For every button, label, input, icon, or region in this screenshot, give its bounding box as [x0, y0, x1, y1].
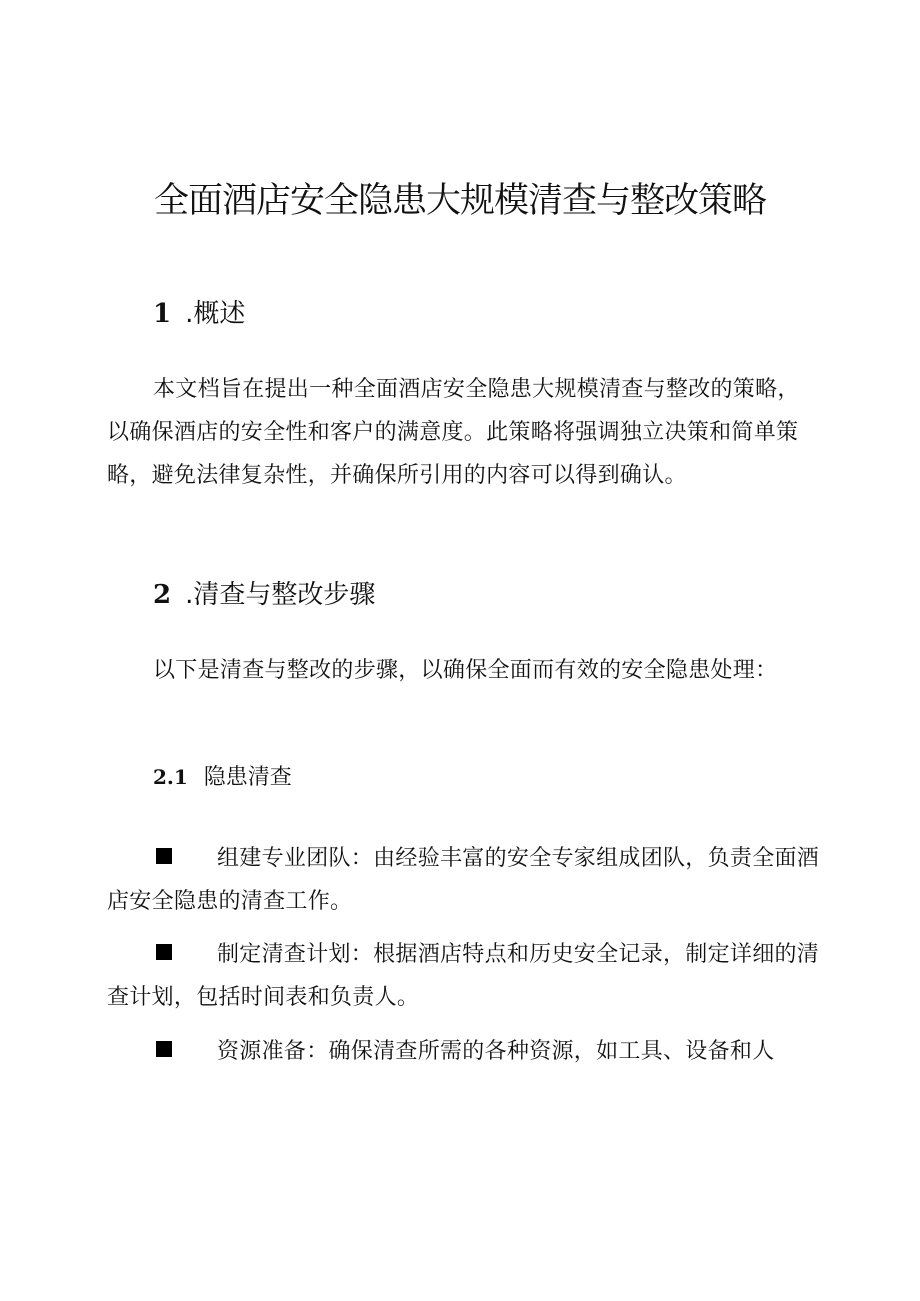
bullet-item	[107, 1030, 821, 1073]
bullet-item	[107, 933, 821, 1019]
subsection-heading-hazard-check	[153, 760, 292, 795]
section-number: 1	[153, 299, 172, 329]
section-title: .清查与整改步骤	[185, 580, 376, 610]
square-bullet-icon	[156, 1041, 172, 1057]
subsection-number: 2.1	[153, 765, 188, 789]
bullet-text: 组建专业团队：由经验丰富的安全专家组成团队，负责全面酒店安全隐患的清查工作。	[107, 846, 820, 914]
document-title: 全面酒店安全隐患大规模清查与整改策略	[153, 181, 766, 221]
bullet-text: 资源准备：确保清查所需的各种资源，如工具、设备和人	[217, 1039, 775, 1064]
bullet-item	[107, 837, 821, 923]
bullet-text: 制定清查计划：根据酒店特点和历史安全记录，制定详细的清查计划，包括时间表和负责人。	[107, 942, 820, 1010]
square-bullet-icon	[156, 944, 172, 960]
steps-intro-paragraph: 以下是清查与整改的步骤，以确保全面而有效的安全隐患处理：	[153, 658, 778, 683]
square-bullet-icon	[156, 848, 172, 864]
section-title: .概述	[185, 299, 246, 329]
section-heading-steps	[153, 575, 375, 615]
section-heading-overview	[153, 294, 245, 334]
subsection-title: 隐患清查	[203, 765, 292, 790]
overview-paragraph: 本文档旨在提出一种全面酒店安全隐患大规模清查与整改的策略，以确保酒店的安全性和客户的满意度。此策略将强调独立决策和简单策略，避免法律复杂性，并确保所引用的内容可以得到确认。	[107, 377, 800, 488]
section-number: 2	[153, 580, 172, 610]
